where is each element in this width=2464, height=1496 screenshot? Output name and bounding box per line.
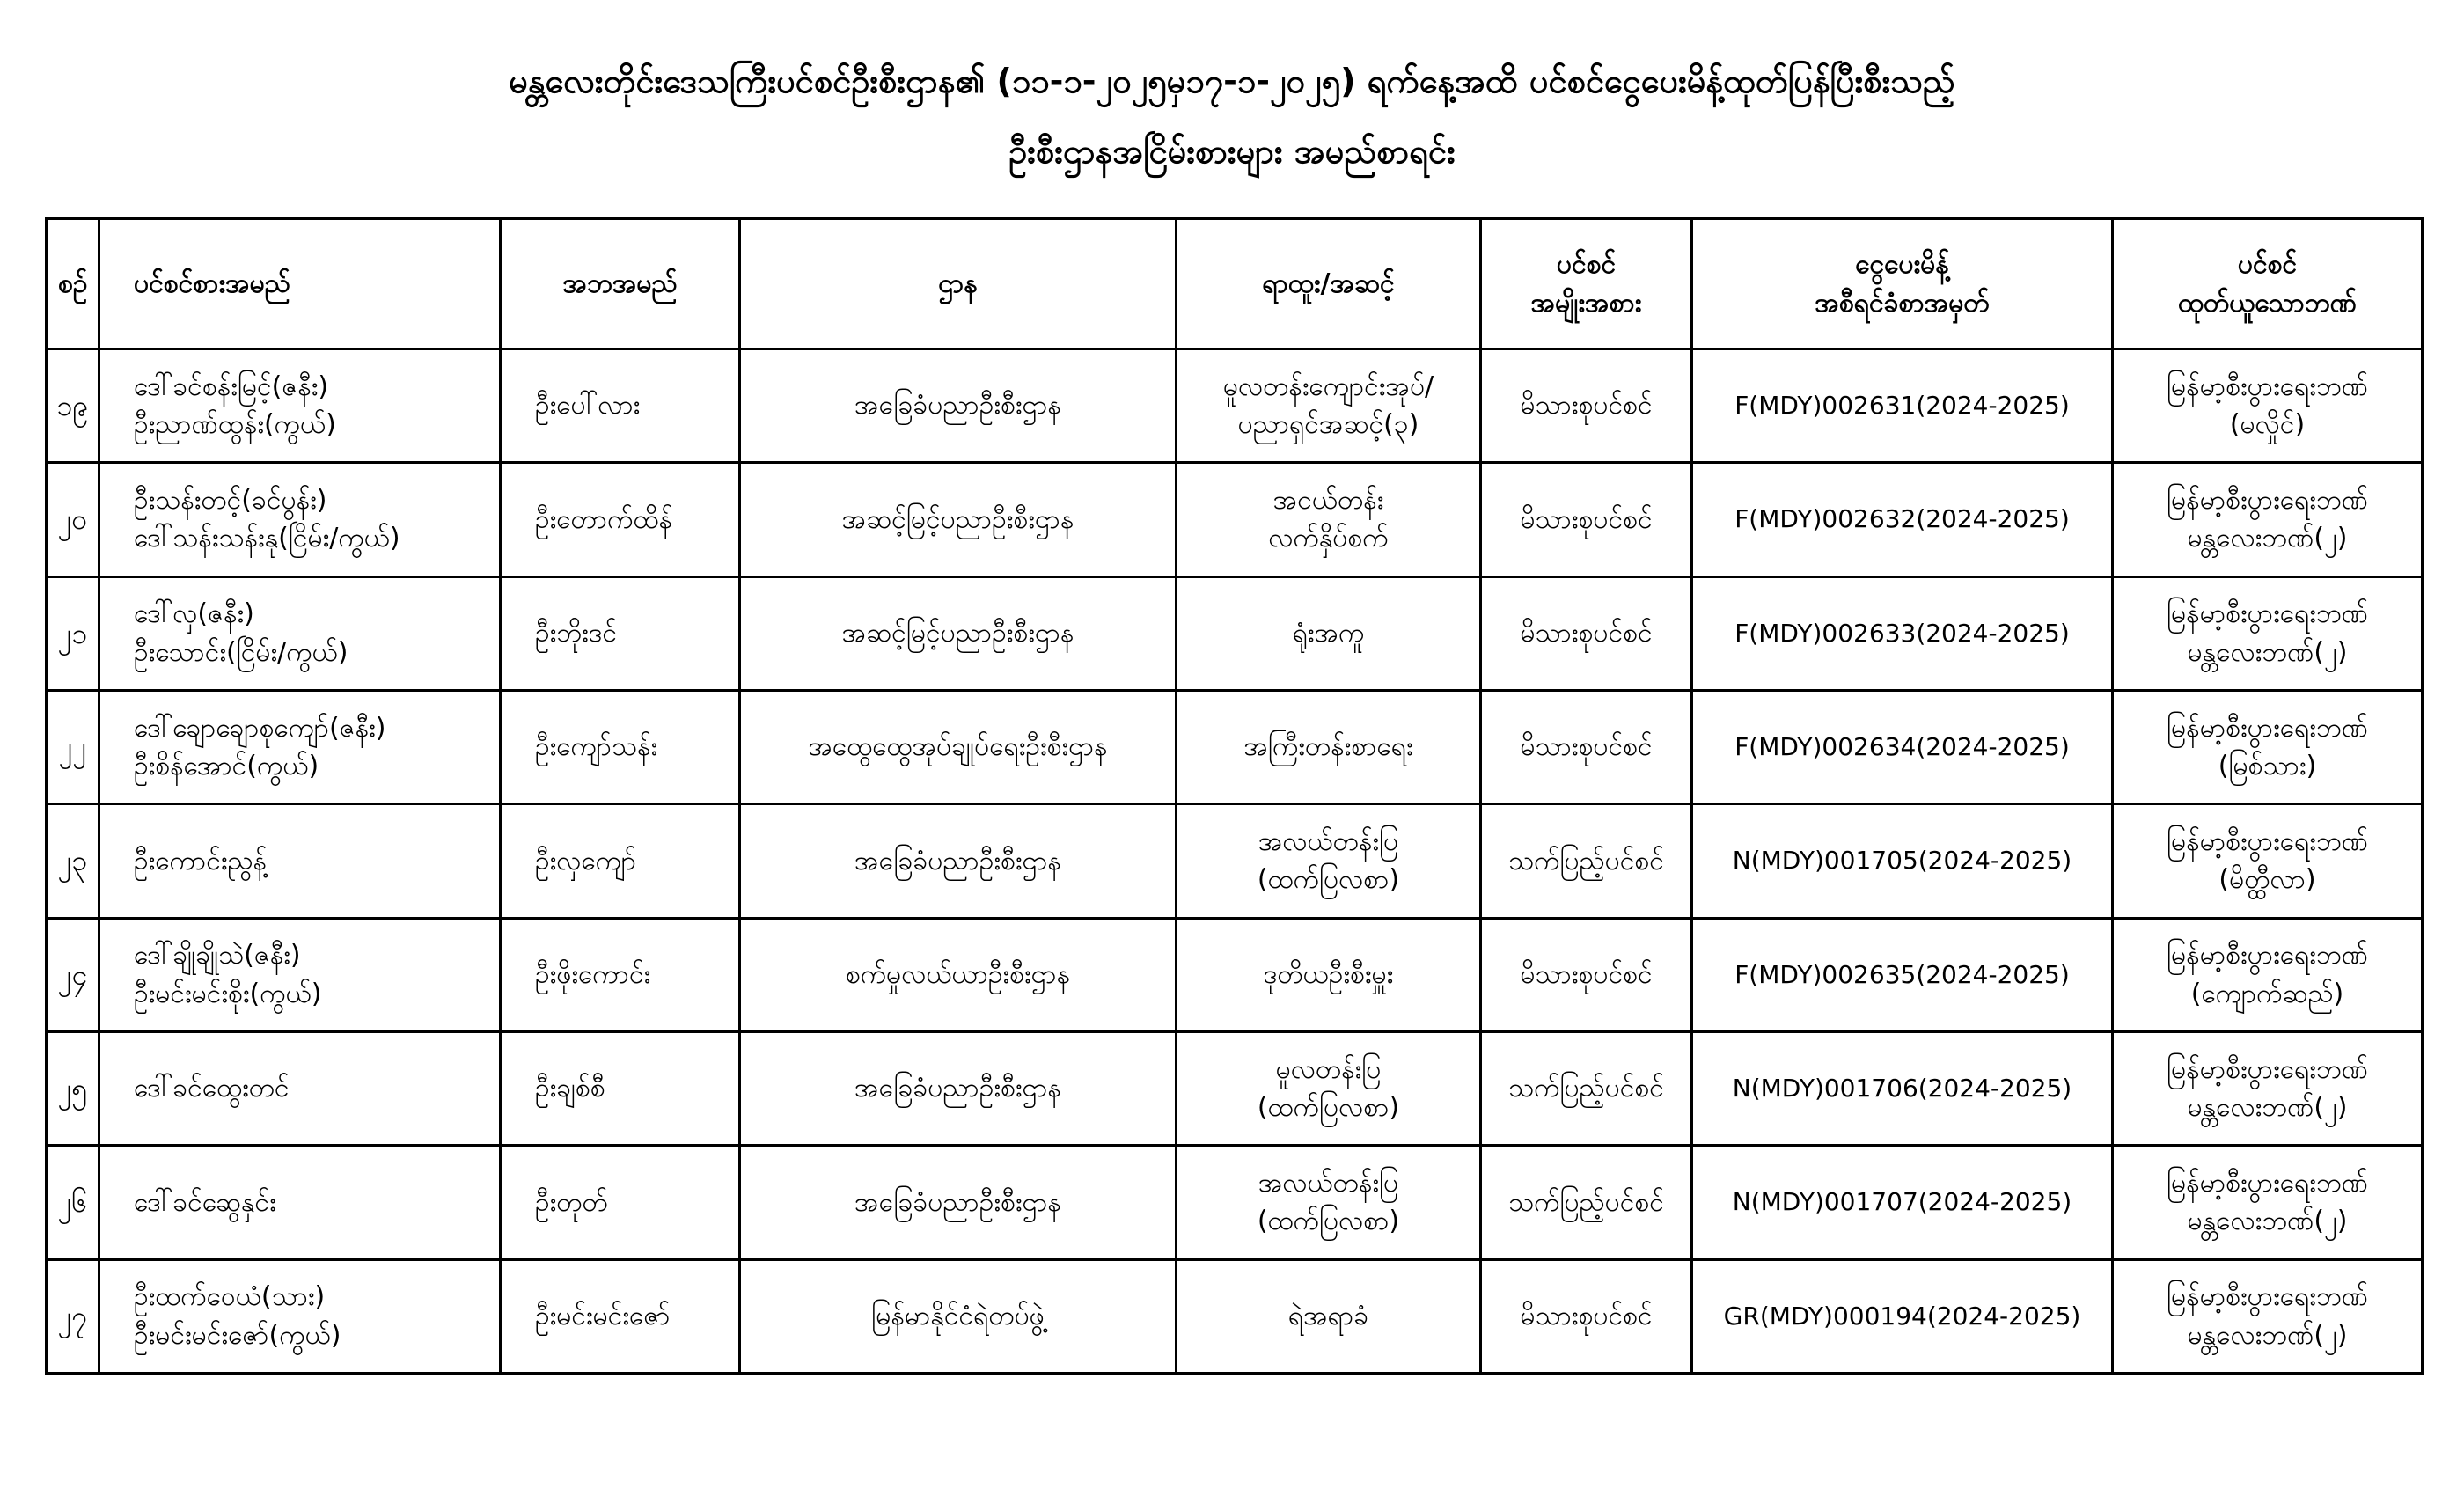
cell-payment-order-text: N(MDY)001707(2024-2025) — [1732, 1187, 2072, 1217]
cell-paying-bank-text: မန္တလေးဘဏ်(၂) — [2187, 1092, 2348, 1124]
cell-payment-order-text: F(MDY)002635(2024-2025) — [1734, 959, 2070, 989]
cell-rank-text: ရဲအရာခံ — [1287, 1301, 1369, 1332]
cell-department-text: အခြေခံပညာဦးစီးဌာန — [854, 845, 1061, 876]
cell-paying-bank — [2113, 1259, 2423, 1373]
table-body — [47, 349, 2423, 1374]
cell-pensioner-name-text: ဒေါ်ခင်ထွေးတင် — [134, 1073, 290, 1104]
cell-no-text: ၂၅ — [57, 1071, 88, 1105]
header-payment-order-line-2: အစီရင်ခံစာအမှတ် — [1815, 287, 1990, 319]
cell-department — [740, 1259, 1177, 1373]
cell-pensioner-name-text: ဦးမင်းမင်းစိုး(ကွယ်) — [134, 978, 322, 1009]
cell-pension-type — [1481, 918, 1692, 1031]
cell-payment-order — [1692, 576, 2113, 690]
cell-rank-text: မူလတန်းပြ — [1275, 1053, 1382, 1085]
cell-paying-bank — [2113, 918, 2423, 1031]
cell-father-name — [501, 576, 740, 690]
cell-payment-order — [1692, 1031, 2113, 1145]
cell-payment-order — [1692, 463, 2113, 576]
cell-payment-order-text: GR(MDY)000194(2024-2025) — [1723, 1301, 2081, 1331]
cell-pension-type-text: သက်ပြည့်ပင်စင် — [1508, 845, 1664, 876]
table-row — [47, 690, 2423, 803]
cell-no-text: ၁၉ — [56, 388, 89, 422]
cell-pension-type-text: သက်ပြည့်ပင်စင် — [1508, 1186, 1664, 1218]
cell-department — [740, 463, 1177, 576]
document-title-line-1: မန္တလေးတိုင်းဒေသကြီးပင်စင်ဦးစီးဌာန၏ (၁၁-၁-၂၀၂၅မှ၁၇-၁-၂၀၂၅) ရက်နေ့အထိ ပင်စင်ငွေပေးမိန့်ထုတ်ပြန်ပြီးစီးသည့် — [509, 62, 1955, 100]
cell-paying-bank-text: မန္တလေးဘဏ်(၂) — [2187, 1206, 2348, 1237]
cell-pensioner-name — [99, 690, 501, 803]
document-title-line-2: ဦးစီးဌာနအငြိမ်းစားများ အမည်စာရင်း — [1008, 132, 1456, 171]
cell-father-name-text: ဦးဘိုးဒင် — [535, 618, 618, 649]
cell-no-text: ၂၁ — [57, 616, 88, 650]
cell-rank-text: (ထက်ပြလစာ) — [1257, 1206, 1400, 1237]
cell-pensioner-name — [99, 1031, 501, 1145]
cell-pensioner-name-text: ဒေါ်သန်းသန်းနု(ငြိမ်း/ကွယ်) — [134, 523, 400, 554]
header-paying-bank — [2113, 219, 2423, 349]
cell-department-text: အခြေခံပညာဦးစီးဌာန — [854, 1073, 1061, 1104]
cell-pensioner-name-text: ဦးညာဏ်ထွန်း(ကွယ်) — [134, 409, 336, 441]
cell-pensioner-name — [99, 1259, 501, 1373]
cell-payment-order — [1692, 804, 2113, 918]
cell-pensioner-name — [99, 463, 501, 576]
cell-pensioner-name-text: ဒေါ်လှ(ဇနီး) — [134, 598, 254, 630]
cell-pension-type-text: မိသားစုပင်စင် — [1520, 1301, 1653, 1332]
cell-pensioner-name-text: ဒေါ်ချိုချိုသဲ(ဇနီး) — [134, 940, 301, 972]
cell-payment-order-text: N(MDY)001706(2024-2025) — [1732, 1073, 2072, 1103]
cell-pension-type-text: သက်ပြည့်ပင်စင် — [1508, 1073, 1664, 1104]
cell-paying-bank-text: မြန်မာ့စီးပွားရေးဘဏ် — [2167, 1281, 2368, 1313]
cell-rank-text: မူလတန်းကျောင်းအုပ်/ — [1222, 370, 1434, 402]
cell-pension-type — [1481, 1259, 1692, 1373]
cell-rank — [1177, 463, 1481, 576]
cell-paying-bank-text: မြန်မာ့စီးပွားရေးဘဏ် — [2167, 940, 2368, 972]
cell-rank-text: (ထက်ပြလစာ) — [1257, 1092, 1400, 1124]
cell-pensioner-name — [99, 1146, 501, 1259]
cell-payment-order-text: F(MDY)002631(2024-2025) — [1734, 390, 2070, 420]
cell-rank — [1177, 576, 1481, 690]
cell-no-text: ၂၃ — [57, 844, 88, 878]
cell-pension-type-text: မိသားစုပင်စင် — [1520, 390, 1653, 422]
cell-pensioner-name — [99, 804, 501, 918]
cell-father-name — [501, 463, 740, 576]
cell-paying-bank — [2113, 1146, 2423, 1259]
table-row — [47, 804, 2423, 918]
cell-payment-order-text: F(MDY)002634(2024-2025) — [1734, 731, 2070, 761]
cell-no — [47, 1259, 99, 1373]
cell-father-name — [501, 1146, 740, 1259]
cell-rank-text: အကြီးတန်းစာရေး — [1243, 731, 1413, 763]
cell-father-name-text: ဦးဖိုးကောင်း — [535, 959, 651, 991]
cell-rank-text: (ထက်ပြလစာ) — [1257, 864, 1400, 896]
cell-father-name — [501, 1031, 740, 1145]
cell-paying-bank-text: မြန်မာ့စီးပွားရေးဘဏ် — [2167, 598, 2368, 630]
header-pension-type — [1481, 219, 1692, 349]
cell-pensioner-name-text: ဦးကောင်းညွန့် — [134, 845, 268, 876]
cell-no-text: ၂၄ — [57, 957, 88, 992]
cell-pensioner-name-text: ဒေါ်ခင်စန်းမြင့်(ဇနီး) — [134, 370, 329, 402]
table-row — [47, 463, 2423, 576]
cell-department — [740, 1146, 1177, 1259]
cell-no — [47, 349, 99, 463]
header-no: စဉ် — [47, 219, 99, 349]
cell-department-text: အခြေခံပညာဦးစီးဌာန — [854, 1186, 1061, 1218]
cell-no — [47, 576, 99, 690]
cell-payment-order — [1692, 1259, 2113, 1373]
cell-department — [740, 804, 1177, 918]
cell-payment-order-text: F(MDY)002633(2024-2025) — [1734, 618, 2070, 648]
cell-rank-text: လက်နှိပ်စက် — [1268, 523, 1389, 554]
cell-no — [47, 918, 99, 1031]
cell-rank-text: ပညာရှင်အဆင့်(၃) — [1237, 409, 1419, 441]
header-paying-bank-line-1: ပင်စင် — [2237, 249, 2298, 280]
cell-no-text: ၂၂ — [58, 730, 87, 764]
cell-no — [47, 690, 99, 803]
header-pension-type-line-1: ပင်စင် — [1556, 249, 1617, 280]
cell-payment-order-text: F(MDY)002632(2024-2025) — [1734, 504, 2070, 534]
table-row — [47, 918, 2423, 1031]
cell-paying-bank-text: မန္တလေးဘဏ်(၂) — [2187, 1319, 2348, 1351]
cell-paying-bank-text: (မိတ္ထီလာ) — [2218, 864, 2316, 896]
header-rank: ရာထူး/အဆင့် — [1177, 219, 1481, 349]
cell-no — [47, 463, 99, 576]
cell-payment-order-text: N(MDY)001705(2024-2025) — [1732, 846, 2072, 876]
cell-no — [47, 1031, 99, 1145]
table-row — [47, 576, 2423, 690]
cell-pensioner-name-text: ဒေါ်ချောချောစုကျော်(ဇနီး) — [134, 712, 386, 744]
cell-paying-bank-text: မန္တလေးဘဏ်(၂) — [2187, 523, 2348, 554]
cell-department — [740, 576, 1177, 690]
cell-no-text: ၂၇ — [57, 1299, 88, 1333]
header-pensioner-name: ပင်စင်စားအမည် — [99, 219, 501, 349]
cell-rank-text: အလယ်တန်းပြ — [1258, 1167, 1399, 1199]
cell-rank — [1177, 918, 1481, 1031]
cell-pension-type — [1481, 463, 1692, 576]
cell-pensioner-name — [99, 349, 501, 463]
cell-rank-text: အငယ်တန်း — [1272, 484, 1384, 516]
cell-paying-bank-text: မြန်မာ့စီးပွားရေးဘဏ် — [2167, 1167, 2368, 1199]
cell-department — [740, 918, 1177, 1031]
cell-father-name — [501, 349, 740, 463]
cell-pension-type — [1481, 576, 1692, 690]
cell-department-text: မြန်မာနိုင်ငံရဲတပ်ဖွဲ့ — [871, 1301, 1045, 1332]
cell-department-text: အဆင့်မြင့်ပညာဦးစီးဌာန — [841, 503, 1074, 535]
cell-father-name — [501, 690, 740, 803]
cell-pensioner-name-text: ဒေါ်ခင်ဆွေနှင်း — [134, 1186, 276, 1218]
cell-paying-bank-text: မြန်မာ့စီးပွားရေးဘဏ် — [2167, 370, 2368, 402]
cell-father-name-text: ဦးမင်းမင်းဇော် — [535, 1301, 671, 1332]
cell-father-name-text: ဦးချစ်စီ — [535, 1073, 605, 1104]
table-row — [47, 1146, 2423, 1259]
cell-paying-bank — [2113, 804, 2423, 918]
header-paying-bank-line-2: ထုတ်ယူသောဘဏ် — [2178, 287, 2357, 319]
cell-no — [47, 804, 99, 918]
cell-department-text: စက်မှုလယ်ယာဦးစီးဌာန — [845, 959, 1071, 991]
header-pension-type-line-2: အမျိုးအစား — [1530, 287, 1642, 319]
cell-paying-bank — [2113, 690, 2423, 803]
cell-paying-bank — [2113, 576, 2423, 690]
cell-department-text: အခြေခံပညာဦးစီးဌာန — [854, 390, 1061, 422]
pensioner-table — [45, 217, 2424, 1375]
cell-pension-type — [1481, 349, 1692, 463]
table-header-row — [47, 219, 2423, 349]
header-payment-order-line-1: ငွေပေးမိန့် — [1855, 249, 1949, 280]
cell-pension-type-text: မိသားစုပင်စင် — [1520, 618, 1653, 649]
header-father-name: အဘအမည် — [501, 219, 740, 349]
cell-rank — [1177, 1259, 1481, 1373]
cell-father-name-text: ဦးတုတ် — [535, 1186, 608, 1218]
cell-paying-bank-text: (မြစ်သား) — [2218, 751, 2317, 782]
cell-pensioner-name-text: ဦးထက်ဝေယံ(သား) — [134, 1281, 326, 1313]
header-payment-order — [1692, 219, 2113, 349]
cell-pension-type-text: မိသားစုပင်စင် — [1520, 959, 1653, 991]
cell-payment-order — [1692, 690, 2113, 803]
cell-paying-bank-text: မြန်မာ့စီးပွားရေးဘဏ် — [2167, 484, 2368, 516]
cell-rank-text: အလယ်တန်းပြ — [1258, 825, 1399, 857]
cell-pensioner-name — [99, 576, 501, 690]
cell-pension-type-text: မိသားစုပင်စင် — [1520, 503, 1653, 535]
cell-father-name-text: ဦးတောက်ထိန် — [535, 503, 672, 535]
cell-paying-bank-text: မြန်မာ့စီးပွားရေးဘဏ် — [2167, 712, 2368, 744]
cell-department-text: အထွေထွေအုပ်ချုပ်ရေးဦးစီးဌာန — [808, 731, 1108, 763]
cell-paying-bank — [2113, 349, 2423, 463]
cell-paying-bank — [2113, 463, 2423, 576]
cell-rank-text: ရုံးအကူ — [1292, 618, 1365, 649]
table-row — [47, 1259, 2423, 1373]
cell-pensioner-name-text: ဦးစိန်အောင်(ကွယ်) — [134, 751, 319, 782]
cell-payment-order — [1692, 918, 2113, 1031]
table-row — [47, 349, 2423, 463]
cell-paying-bank-text: မြန်မာ့စီးပွားရေးဘဏ် — [2167, 1053, 2368, 1085]
cell-paying-bank-text: (ကျောက်ဆည်) — [2190, 978, 2344, 1009]
cell-pension-type — [1481, 690, 1692, 803]
cell-payment-order — [1692, 349, 2113, 463]
cell-pension-type — [1481, 1031, 1692, 1145]
cell-father-name — [501, 1259, 740, 1373]
cell-rank — [1177, 1031, 1481, 1145]
cell-rank — [1177, 690, 1481, 803]
cell-pensioner-name — [99, 918, 501, 1031]
cell-father-name-text: ဦးပေါ်လား — [535, 390, 641, 422]
cell-department — [740, 349, 1177, 463]
cell-paying-bank — [2113, 1031, 2423, 1145]
cell-rank-text: ဒုတိယဦးစီးမှူး — [1263, 959, 1394, 991]
cell-rank — [1177, 1146, 1481, 1259]
cell-pensioner-name-text: ဦးသောင်း(ငြိမ်း/ကွယ်) — [134, 636, 348, 668]
cell-pensioner-name-text: ဦးသန်းတင့်(ခင်ပွန်း) — [134, 484, 327, 516]
cell-pension-type — [1481, 1146, 1692, 1259]
cell-paying-bank-text: မန္တလေးဘဏ်(၂) — [2187, 636, 2348, 668]
cell-rank — [1177, 804, 1481, 918]
table-row — [47, 1031, 2423, 1145]
cell-pension-type-text: မိသားစုပင်စင် — [1520, 731, 1653, 763]
cell-pensioner-name-text: ဦးမင်းမင်းဇော်(ကွယ်) — [134, 1319, 341, 1351]
cell-father-name-text: ဦးလှကျော် — [535, 845, 637, 876]
cell-father-name — [501, 804, 740, 918]
cell-pension-type — [1481, 804, 1692, 918]
cell-paying-bank-text: မြန်မာ့စီးပွားရေးဘဏ် — [2167, 825, 2368, 857]
cell-father-name — [501, 918, 740, 1031]
cell-no-text: ၂၀ — [57, 502, 88, 537]
cell-father-name-text: ဦးကျော်သန်း — [535, 731, 658, 763]
header-department: ဌာန — [740, 219, 1177, 349]
cell-paying-bank-text: (မလှိုင်) — [2229, 409, 2306, 441]
cell-no — [47, 1146, 99, 1259]
cell-no-text: ၂၆ — [57, 1185, 88, 1220]
cell-department — [740, 690, 1177, 803]
cell-payment-order — [1692, 1146, 2113, 1259]
cell-department-text: အဆင့်မြင့်ပညာဦးစီးဌာန — [841, 618, 1074, 649]
cell-rank — [1177, 349, 1481, 463]
cell-department — [740, 1031, 1177, 1145]
